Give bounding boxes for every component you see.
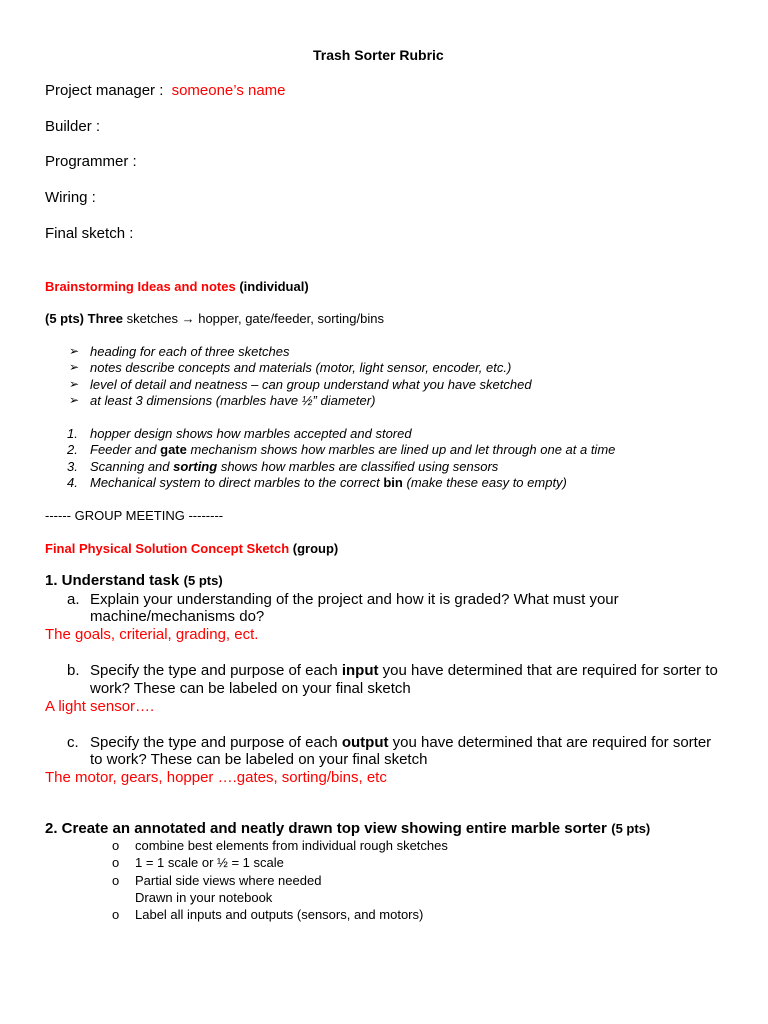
list-item-text: at least 3 dimensions (marbles have ½” diameter)	[90, 393, 376, 408]
sketches-text: sketches	[126, 311, 178, 326]
text-pre: Specify the type and purpose of each	[90, 734, 338, 751]
final-heading-group: (group)	[292, 541, 339, 556]
text-post: shows how marbles are classified using sensors	[220, 459, 499, 474]
list-item-text	[90, 459, 498, 474]
circle-bullet-icon: o	[112, 907, 120, 922]
arrow-bullet-icon: ➢	[69, 344, 80, 358]
sketches-topics: hopper, gate/feeder, sorting/bins	[198, 311, 384, 326]
three-label: Three	[87, 311, 124, 326]
pts-label: (5 pts)	[45, 311, 84, 326]
text-post: mechanism shows how marbles are lined up and let through one at a time	[190, 442, 616, 457]
task1-pts: (5 pts)	[183, 573, 223, 588]
task2-indent-line: Drawn in your notebook	[135, 890, 273, 905]
list-item-text	[90, 475, 567, 490]
list-item-text: Label all inputs and outputs (sensors, and motors)	[135, 907, 424, 922]
text-pre: Specify the type and purpose of each	[90, 662, 338, 679]
list-number: 2.	[67, 442, 78, 457]
arrow-bullet-icon: ➢	[69, 360, 80, 374]
text-post: you have determined that are required for sorter to	[382, 662, 718, 679]
group-meeting-divider: ------ GROUP MEETING --------	[45, 508, 224, 523]
task1-b-line2: work? These can be labeled on your final sketch	[90, 680, 411, 697]
task1-c-answer: The motor, gears, hopper ….gates, sorting/bins, etc	[45, 769, 387, 786]
task1-c-letter: c.	[67, 734, 79, 751]
text-bold: input	[341, 662, 379, 679]
list-number: 4.	[67, 475, 78, 490]
arrow-bullet-icon: ➢	[69, 377, 80, 391]
arrow-bullet-icon: ➢	[69, 393, 80, 407]
final-sketch-label: Final sketch :	[45, 225, 134, 242]
list-item-text	[90, 426, 412, 441]
task1-a-line2: machine/mechanisms do?	[90, 608, 265, 625]
task1-c-line1	[90, 734, 711, 751]
project-manager-value: someone’s name	[171, 82, 286, 99]
task1-a-line1: Explain your understanding of the project and how it is graded? What must your	[90, 591, 619, 608]
text-bold: sorting	[173, 459, 218, 474]
task1-b-answer: A light sensor….	[45, 698, 155, 715]
list-item-text: Partial side views where needed	[135, 873, 322, 888]
right-arrow-icon: →	[181, 311, 195, 326]
list-item-text: heading for each of three sketches	[90, 344, 290, 359]
sketches-pts-line	[45, 311, 384, 326]
wiring-label: Wiring :	[45, 189, 96, 206]
task1-heading	[45, 572, 223, 590]
text-pre: Feeder and	[90, 442, 157, 457]
brainstorm-heading-group: (individual)	[239, 279, 309, 294]
text-bold: gate	[160, 442, 187, 457]
list-item-text	[90, 442, 615, 457]
list-item-text: level of detail and neatness – can group understand what you have sketched	[90, 377, 532, 392]
task1-b-line1	[90, 662, 718, 679]
final-sketch-heading	[45, 541, 338, 556]
text-bold: bin	[383, 475, 403, 490]
list-item-text: 1 = 1 scale or ½ = 1 scale	[135, 855, 284, 870]
task2-title: 2. Create an annotated and neatly drawn top view showing entire marble sorter	[45, 820, 607, 837]
circle-bullet-icon: o	[112, 838, 120, 853]
task2-heading	[45, 820, 650, 838]
programmer-label: Programmer :	[45, 153, 137, 170]
task2-pts: (5 pts)	[611, 821, 651, 836]
builder-label: Builder :	[45, 118, 101, 135]
task1-a-letter: a.	[67, 591, 80, 608]
page-title: Trash Sorter Rubric	[313, 47, 444, 63]
text-pre: Mechanical system to direct marbles to the correct	[90, 475, 380, 490]
circle-bullet-icon: o	[112, 873, 120, 888]
text-bold: output	[341, 734, 389, 751]
text-pre: Scanning and	[90, 459, 170, 474]
task1-c-line2: to work? These can be labeled on your final sketch	[90, 751, 428, 768]
circle-bullet-icon: o	[112, 855, 120, 870]
task1-b-letter: b.	[67, 662, 80, 679]
project-manager-label: Project manager :	[45, 82, 164, 99]
list-item-text: notes describe concepts and materials (motor, light sensor, encoder, etc.)	[90, 360, 512, 375]
list-item-text: combine best elements from individual rough sketches	[135, 838, 448, 853]
text-pre: hopper design shows how marbles accepted and stored	[90, 426, 412, 441]
task1-a-answer: The goals, criterial, grading, ect.	[45, 626, 259, 643]
brainstorm-heading	[45, 279, 309, 294]
brainstorm-heading-red: Brainstorming Ideas and notes	[45, 279, 236, 294]
list-number: 3.	[67, 459, 78, 474]
task1-title: 1. Understand task	[45, 572, 180, 589]
project-manager-row	[45, 82, 286, 99]
list-number: 1.	[67, 426, 78, 441]
final-heading-red: Final Physical Solution Concept Sketch	[45, 541, 290, 556]
text-post: (make these easy to empty)	[406, 475, 567, 490]
text-post: you have determined that are required for sorter	[392, 734, 712, 751]
